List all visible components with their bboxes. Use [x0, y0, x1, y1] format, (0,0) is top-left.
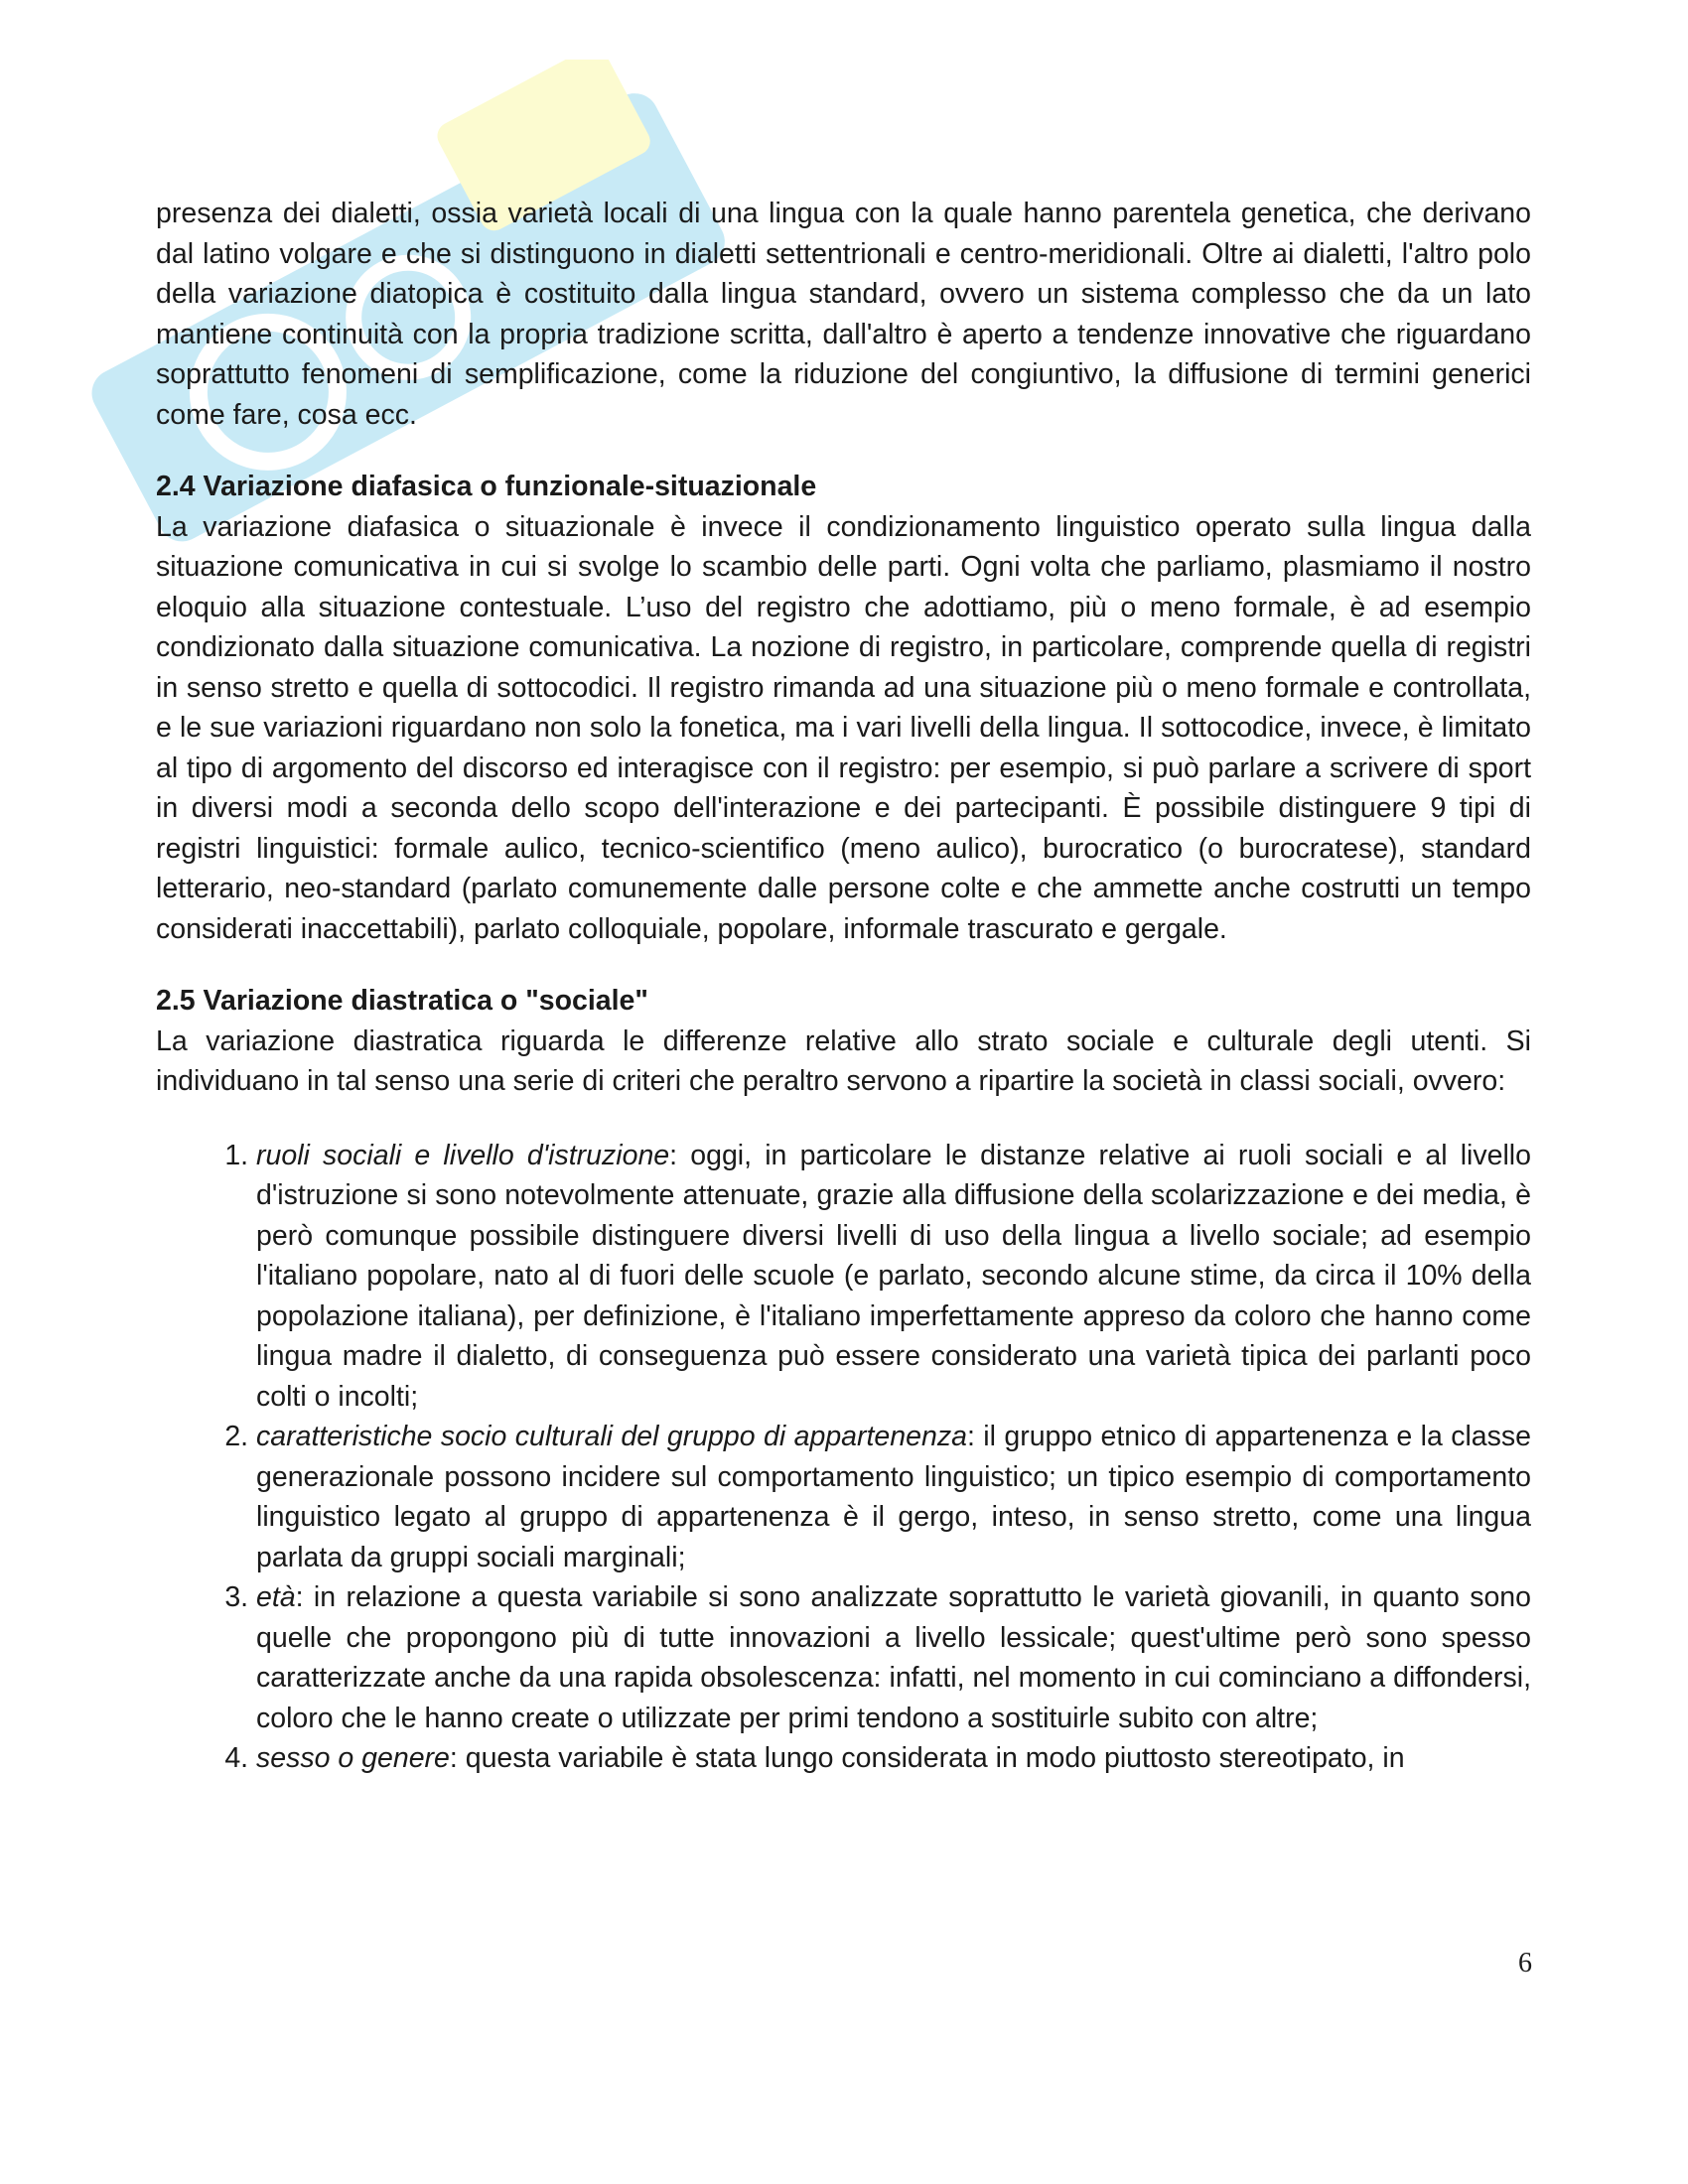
section-2-4-heading: 2.4 Variazione diafasica o funzionale-situazionale — [156, 471, 817, 502]
list-item — [256, 1577, 1531, 1738]
criteria-list — [156, 1136, 1531, 1779]
section-2-5-heading: 2.5 Variazione diastratica o "sociale" — [156, 985, 648, 1017]
list-item-term: ruoli sociali e livello d'istruzione — [256, 1139, 670, 1171]
list-item-term: sesso o genere — [256, 1742, 450, 1774]
list-item-text: : questa variabile è stata lungo considerata in modo piuttosto stereotipato, in — [449, 1742, 1405, 1774]
section-2-4-body: La variazione diafasica o situazionale è invece il condizionamento linguistico operato sulla lingua dalla situazione comunicativa in cui si svolge lo scambio delle parti. Ogni volta che parliamo, plasmiamo il nostro eloquio alla situazione contestuale. L’uso del registro che adottiamo, più o meno formale, è ad esempio condizionato dalla situazione comunicativa. La nozione di registro, in particolare, comprende quella di registri in senso stretto e quella di sottocodici. Il registro rimanda ad una situazione più o meno formale e controllata, e le sue variazioni riguardano non solo la fonetica, ma i vari livelli della lingua. Il sottocodice, invece, è limitato al tipo di argomento del discorso ed interagisce con il registro: per esempio, si può parlare a scrivere di sport in diversi modi a seconda dello scopo dell'interazione e dei partecipanti. È possibile distinguere 9 tipi di registri linguistici: formale aulico, tecnico-scientifico (meno aulico), burocratico (o burocratese), standard letterario, neo-standard (parlato comunemente dalle persone colte e che ammette anche costrutti un tempo considerati inaccettabili), parlato colloquiale, popolare, informale trascurato e gergale. — [156, 510, 1531, 945]
list-item-term: caratteristiche socio culturali del gruppo di appartenenza — [256, 1421, 967, 1452]
list-item — [256, 1417, 1531, 1577]
list-item — [256, 1738, 1531, 1779]
list-item-text: : oggi, in particolare le distanze relative ai ruoli sociali e al livello d'istruzione si sono notevolmente attenuate, grazie alla diffusione della scolarizzazione e dei media, è però comunque possibile distinguere diversi livelli di uso della lingua a livello sociale; ad esempio l'italiano popolare, nato al di fuori delle scuole (e parlato, secondo alcune stime, da circa il 10% della popolazione italiana), per definizione, è l'italiano imperfettamente appreso da coloro che hanno come lingua madre il dialetto, di conseguenza può essere considerato una varietà tipica dei parlanti poco colti o incolti; — [256, 1139, 1531, 1413]
page-number: 6 — [1518, 1948, 1532, 1979]
section-2-5-body: La variazione diastratica riguarda le differenze relative allo strato sociale e culturale degli utenti. Si individuano in tal senso una serie di criteri che peraltro servono a ripartire la società in classi sociali, ovvero: — [156, 1024, 1531, 1097]
list-item — [256, 1136, 1531, 1418]
document-page — [156, 194, 1531, 1779]
intro-paragraph: presenza dei dialetti, ossia varietà locali di una lingua con la quale hanno parentela genetica, che derivano dal latino volgare e che si distinguono in dialetti settentrionali e centro-meridionali. Oltre ai dialetti, l'altro polo della variazione diatopica è costituito dalla lingua standard, ovvero un sistema complesso che da un lato mantiene continuità con la propria tradizione scritta, dall'altro è aperto a tendenze innovative che riguardano soprattutto fenomeni di semplificazione, come la riduzione del congiuntivo, la diffusione di termini generici come fare, cosa ecc. — [156, 198, 1531, 431]
list-item-text: : il gruppo etnico di appartenenza e la classe generazionale possono incidere sul comportamento linguistico; un tipico esempio di comportamento linguistico legato al gruppo di appartenenza è il gergo, inteso, in senso stretto, come una lingua parlata da gruppi sociali marginali; — [256, 1421, 1531, 1573]
list-item-text: : in relazione a questa variabile si sono analizzate soprattutto le varietà giovanili, in quanto sono quelle che propongono più di tutte innovazioni a livello lessicale; quest'ultime però sono spesso caratterizzate anche da una rapida obsolescenza: infatti, nel momento in cui cominciano a diffondersi, coloro che le hanno create o utilizzate per primi tendono a sostituirle subito con altre; — [256, 1581, 1531, 1734]
list-item-term: età — [256, 1581, 296, 1613]
